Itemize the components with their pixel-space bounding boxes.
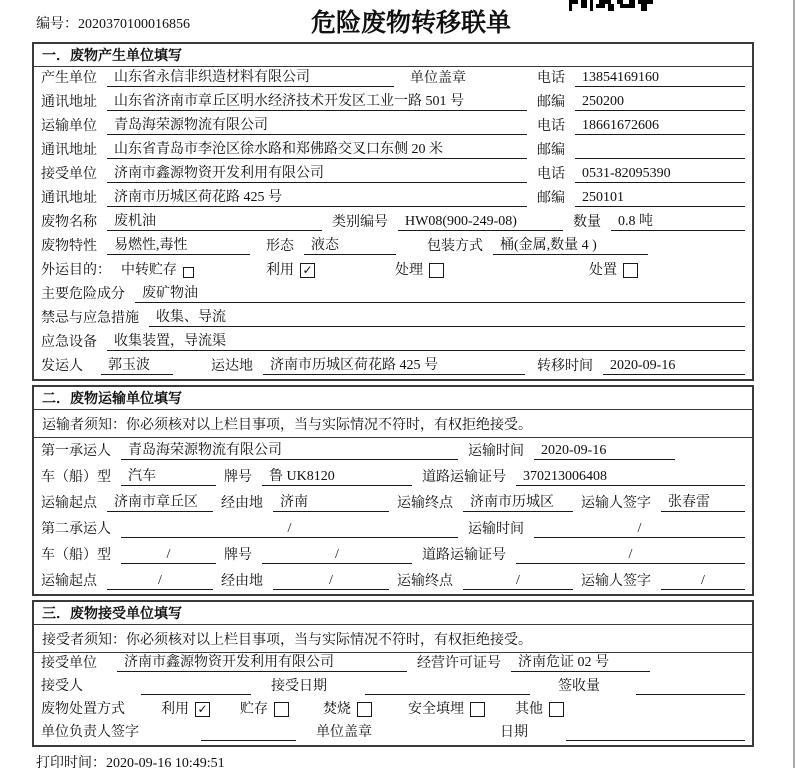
destination-value: 济南市历城区荷花路 425 号 <box>263 354 525 375</box>
business-license-label: 经营许可证号 <box>417 656 501 671</box>
first-carrier-row <box>34 438 752 464</box>
producer-seal-label: 单位盖章 <box>410 71 466 86</box>
disposal-method-label: 废物处置方式 <box>41 702 125 717</box>
vehicle2-license-value: / <box>516 547 745 564</box>
vehicle2-plate-value: / <box>262 547 412 564</box>
route1-sign-value: 张春雷 <box>661 491 745 512</box>
receiver-zip-label: 邮编 <box>537 191 565 206</box>
waste-packing-value: 桶(金属,数量 4 ) <box>493 234 648 255</box>
transport-time2-value: / <box>534 521 745 538</box>
disposal-method-row <box>34 699 752 722</box>
acceptance-row <box>34 676 752 699</box>
route2-end-value: / <box>463 573 573 590</box>
transporter-address-row <box>34 139 752 163</box>
waste-quantity-value: 0.8 吨 <box>611 210 745 231</box>
waste-name-label: 废物名称 <box>41 215 97 230</box>
route1-sign-label: 运输人签字 <box>581 496 651 511</box>
disposal-burn-label: 焚烧 <box>323 702 351 717</box>
hazard-components-value: 废矿物油 <box>135 282 745 303</box>
transporter-row <box>34 115 752 139</box>
route2-row <box>34 568 752 594</box>
transporter-notice-text: 运输者须知：你必须核对以上栏目事项，当与实际情况不符时，有权拒绝接受。 <box>42 417 532 433</box>
disposal-store-label: 贮存 <box>240 702 268 717</box>
accepting-unit-value: 济南市鑫源物资开发利用有限公司 <box>117 651 407 672</box>
receiver-phone-label: 电话 <box>537 167 565 182</box>
shipper-label: 发运人 <box>41 359 83 374</box>
section-3-title: 三．废物接受单位填写 <box>34 602 752 625</box>
received-amount-value <box>636 694 745 695</box>
acceptor-label: 接受人 <box>41 679 83 694</box>
vehicle2-type-value: / <box>121 547 216 564</box>
waste-category-value: HW08(900-249-08) <box>398 214 563 231</box>
purpose-treat-checkbox <box>429 263 444 278</box>
route2-sign-value: / <box>661 573 745 590</box>
shipping-row <box>34 355 752 379</box>
route1-via-value: 济南 <box>273 491 389 512</box>
emergency-measures-row <box>34 307 752 331</box>
transporter-address-label: 通讯地址 <box>41 143 97 158</box>
transfer-time-label: 转移时间 <box>537 359 593 374</box>
producer-name-value: 山东省永信非织造材料有限公司 <box>107 66 394 87</box>
print-time: 打印时间：2020-09-16 10:49:51 <box>36 756 225 768</box>
unit-seal-label: 单位盖章 <box>316 725 372 740</box>
vehicle1-plate-value: 鲁 UK8120 <box>262 465 412 486</box>
transporter-notice-row <box>34 410 752 438</box>
receiver-label: 接受单位 <box>41 167 97 182</box>
hazard-components-label: 主要危险成分 <box>41 287 125 302</box>
business-license-value: 济南危证 02 号 <box>511 651 650 672</box>
waste-category-label: 类别编号 <box>332 215 388 230</box>
received-amount-label: 签收量 <box>558 679 600 694</box>
transport-time2-label: 运输时间 <box>468 522 524 537</box>
route1-start-label: 运输起点 <box>41 496 97 511</box>
route1-end-label: 运输终点 <box>397 496 453 511</box>
first-carrier-value: 青岛海荣源物流有限公司 <box>121 439 458 460</box>
emergency-equipment-label: 应急设备 <box>41 335 97 350</box>
route2-start-value: / <box>107 573 213 590</box>
disposal-burn-checkbox <box>357 702 372 717</box>
acceptor-value <box>141 694 251 695</box>
disposal-store-checkbox <box>274 702 289 717</box>
signature-date-value <box>566 740 745 741</box>
route2-sign-label: 运输人签字 <box>581 574 651 589</box>
vehicle2-plate-label: 牌号 <box>224 548 252 563</box>
emergency-equipment-row <box>34 331 752 355</box>
purpose-dispose-checkbox <box>623 263 638 278</box>
signature-row <box>34 722 752 745</box>
vehicle1-plate-label: 牌号 <box>224 470 252 485</box>
vehicle1-license-value: 370213006408 <box>516 469 745 486</box>
transporter-address-value: 山东省青岛市李沧区徐水路和郑佛路交叉口东侧 20 米 <box>107 138 527 159</box>
producer-phone-label: 电话 <box>537 71 565 86</box>
receiver-notice-text: 接受者须知：你必须核对以上栏目事项，当与实际情况不符时，有权拒绝接受。 <box>42 632 532 648</box>
receiver-notice-row <box>34 625 752 653</box>
transporter-zip-value <box>575 158 745 159</box>
waste-packing-label: 包装方式 <box>427 239 483 254</box>
vehicle1-type-value: 汽车 <box>121 465 216 486</box>
page-right-edge-divider <box>793 0 795 768</box>
disposal-use-checkbox: ✓ <box>195 702 210 717</box>
waste-form-label: 形态 <box>266 239 294 254</box>
purpose-treat-label: 处理 <box>395 263 423 278</box>
transport-purpose-row <box>34 259 752 283</box>
purpose-use-checkbox: ✓ <box>300 263 315 278</box>
purpose-transfer-label: 中转贮存 <box>121 263 177 278</box>
signature-date-label: 日期 <box>500 725 528 740</box>
route1-via-label: 经由地 <box>221 496 263 511</box>
disposal-other-label: 其他 <box>515 702 543 717</box>
second-carrier-label: 第二承运人 <box>41 522 111 537</box>
producer-address-value: 山东省济南市章丘区明水经济技术开发区工业一路 501 号 <box>107 90 527 111</box>
section-2-transport <box>32 385 754 596</box>
producer-right <box>537 67 745 87</box>
producer-phone-value: 13854169160 <box>575 70 745 87</box>
receiver-name-value: 济南市鑫源物资开发利用有限公司 <box>107 162 527 183</box>
transport-time-label: 运输时间 <box>468 444 524 459</box>
waste-form-value: 液态 <box>304 234 396 255</box>
emergency-measures-value: 收集、导流 <box>149 306 745 327</box>
receiver-phone-value: 0531-82095390 <box>575 166 745 183</box>
destination-label: 运达地 <box>211 359 253 374</box>
waste-quantity-label: 数量 <box>573 215 601 230</box>
transport-purpose-label: 外运目的： <box>41 263 111 278</box>
purpose-dispose-label: 处置 <box>589 263 617 278</box>
receiver-address-value: 济南市历城区荷花路 425 号 <box>107 186 527 207</box>
purpose-use-label: 利用 <box>266 263 294 278</box>
vehicle1-row <box>34 464 752 490</box>
receiver-address-row <box>34 187 752 211</box>
emergency-equipment-value: 收集装置，导流渠 <box>107 330 745 351</box>
waste-name-row <box>34 211 752 235</box>
route2-via-label: 经由地 <box>221 574 263 589</box>
responsible-signature-label: 单位负责人签字 <box>41 725 139 740</box>
producer-zip-label: 邮编 <box>537 95 565 110</box>
vehicle2-license-label: 道路运输证号 <box>422 548 506 563</box>
hazard-components-row <box>34 283 752 307</box>
manifest-serial-number: 2020370100016856 <box>78 17 190 32</box>
responsible-signature-value <box>201 740 296 741</box>
manifest-serial <box>36 13 190 33</box>
vehicle2-type-label: 车（船）型 <box>41 548 111 563</box>
transporter-name-value: 青岛海荣源物流有限公司 <box>107 114 527 135</box>
producer-address-label: 通讯地址 <box>41 95 97 110</box>
transporter-label: 运输单位 <box>41 119 97 134</box>
route1-row <box>34 490 752 516</box>
transporter-phone-value: 18661672606 <box>575 118 745 135</box>
section-3-receiver <box>32 600 754 747</box>
section-2-title: 二．废物运输单位填写 <box>34 387 752 410</box>
waste-traits-value: 易燃性,毒性 <box>107 234 250 255</box>
transporter-phone-label: 电话 <box>537 119 565 134</box>
manifest-serial-label: 编号： <box>36 17 78 32</box>
document-title: 危险废物转移联单 <box>311 9 512 37</box>
first-carrier-label: 第一承运人 <box>41 444 111 459</box>
disposal-other-checkbox <box>549 702 564 717</box>
acceptance-date-value <box>365 694 530 695</box>
transport-time-value: 2020-09-16 <box>534 443 675 460</box>
waste-name-value: 废机油 <box>107 210 322 231</box>
acceptance-date-label: 接受日期 <box>271 679 327 694</box>
producer-zip-value: 250200 <box>575 94 745 111</box>
disposal-landfill-checkbox <box>470 702 485 717</box>
transporter-zip-label: 邮编 <box>537 143 565 158</box>
receiver-zip-value: 250101 <box>575 190 745 207</box>
vehicle2-row <box>34 542 752 568</box>
producer-label: 产生单位 <box>41 71 97 86</box>
second-carrier-row <box>34 516 752 542</box>
section-1-producer <box>32 42 754 381</box>
accepting-unit-label: 接受单位 <box>41 656 97 671</box>
waste-traits-row <box>34 235 752 259</box>
producer-row <box>34 67 752 91</box>
qr-code-icon <box>569 0 653 16</box>
route1-start-value: 济南市章丘区 <box>107 491 213 512</box>
section-1-title: 一．废物产生单位填写 <box>34 44 752 67</box>
disposal-use-label: 利用 <box>161 702 189 717</box>
route1-end-value: 济南市历城区 <box>463 491 573 512</box>
emergency-measures-label: 禁忌与应急措施 <box>41 311 139 326</box>
purpose-transfer-checkbox <box>183 267 194 278</box>
waste-traits-label: 废物特性 <box>41 239 97 254</box>
disposal-landfill-label: 安全填埋 <box>408 702 464 717</box>
producer-left <box>41 66 527 87</box>
producer-address-row <box>34 91 752 115</box>
vehicle1-license-label: 道路运输证号 <box>422 470 506 485</box>
accepting-unit-row <box>34 653 752 676</box>
second-carrier-value: / <box>121 521 458 538</box>
route2-end-label: 运输终点 <box>397 574 453 589</box>
receiver-row <box>34 163 752 187</box>
vehicle1-type-label: 车（船）型 <box>41 470 111 485</box>
route2-start-label: 运输起点 <box>41 574 97 589</box>
receiver-address-label: 通讯地址 <box>41 191 97 206</box>
shipper-value: 郭玉波 <box>101 354 173 375</box>
route2-via-value: / <box>273 573 389 590</box>
transfer-time-value: 2020-09-16 <box>603 358 745 375</box>
